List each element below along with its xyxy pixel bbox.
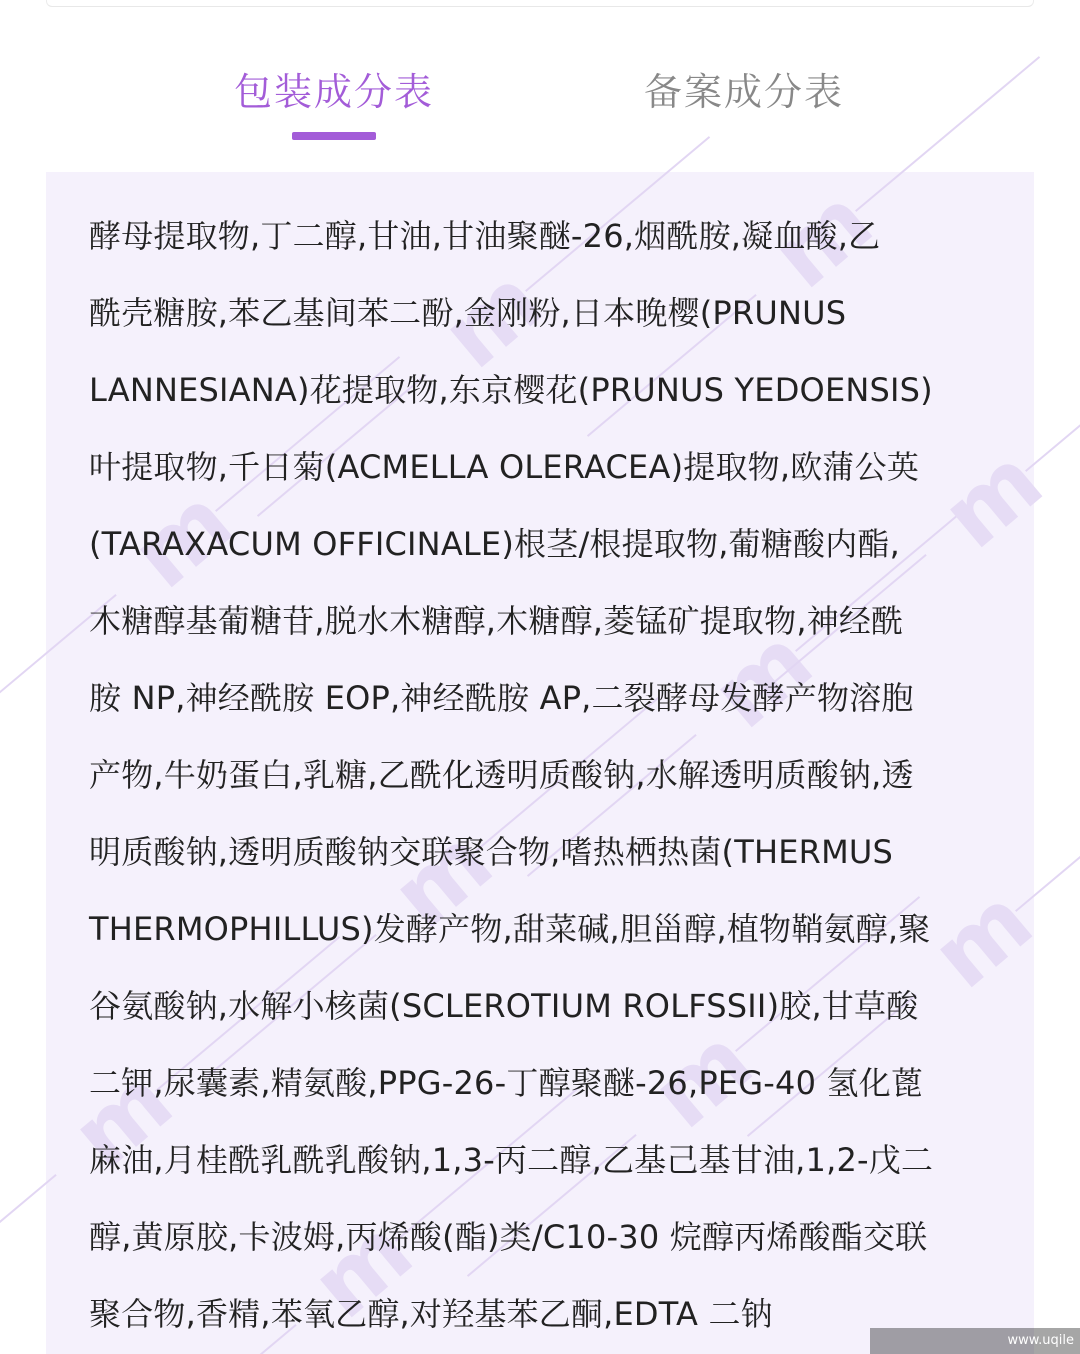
svg-text:m: m <box>52 1048 192 1189</box>
svg-text:m: m <box>292 1198 432 1339</box>
svg-text:m: m <box>692 608 832 749</box>
svg-text:m: m <box>752 168 892 309</box>
ingredient-tabs <box>0 60 1080 150</box>
svg-text:m: m <box>112 468 252 609</box>
tab-filed-ingredients[interactable]: 备案成分表 <box>643 70 844 114</box>
svg-text:m: m <box>912 868 1052 1009</box>
active-tab-indicator <box>292 132 376 140</box>
tab-packaging-ingredients[interactable]: 包装成分表 <box>233 70 434 114</box>
ingredients-list: 酵母提取物,丁二醇,甘油,甘油聚醚-26,烟酰胺,凝血酸,乙 酰壳糖胺,苯乙基间苯二酚,金刚粉,日本晚樱(PRUNUS LANNESIANA)花提取物,东京樱花(PRUNUS YEDOENSIS) 叶提取物,千日菊(ACMELLA OLERACEA)提取物,欧蒲公英 (TARAXACUM OFFICINALE)根茎/根提取物,葡糖酸内酯, 木糖醇基葡糖苷,脱水木糖醇,木糖醇,菱锰矿提取物,神经酰 胺 NP,神经酰胺 EOP,神经酰胺 AP,二裂酵母发酵产物溶胞 产物,牛奶蛋白,乳糖,乙酰化透明质酸钠,水解透明质酸钠,透 明质酸钠,透明质酸钠交联聚合物,嗜热栖热菌(THERMUS THERMOPHILLUS)发酵产物,甜菜碱,胆甾醇,植物鞘氨醇,聚 谷氨酸钠,水解小核菌(SCLEROTIUM ROLFSSII)胶,甘草酸 二钾,尿囊素,精氨酸,PPG-26-丁醇聚醚-26,PEG-40 氢化蓖 麻油,月桂酰乳酰乳酸钠,1,3-丙二醇,乙基己基甘油,1,2-戊二 醇,黄原胶,卡波姆,丙烯酸(酯)类/C10-30 烷醇丙烯酸酯交联 聚合物,香精,苯氧乙醇,对羟基苯乙酮,EDTA 二钠 <box>89 217 934 1333</box>
corner-watermark: www.uqile <box>870 1328 1080 1354</box>
svg-text:m: m <box>372 808 512 949</box>
svg-text:m: m <box>422 248 562 389</box>
top-card-edge <box>46 0 1034 7</box>
svg-text:m: m <box>632 1008 772 1149</box>
svg-text:m: m <box>922 428 1062 569</box>
